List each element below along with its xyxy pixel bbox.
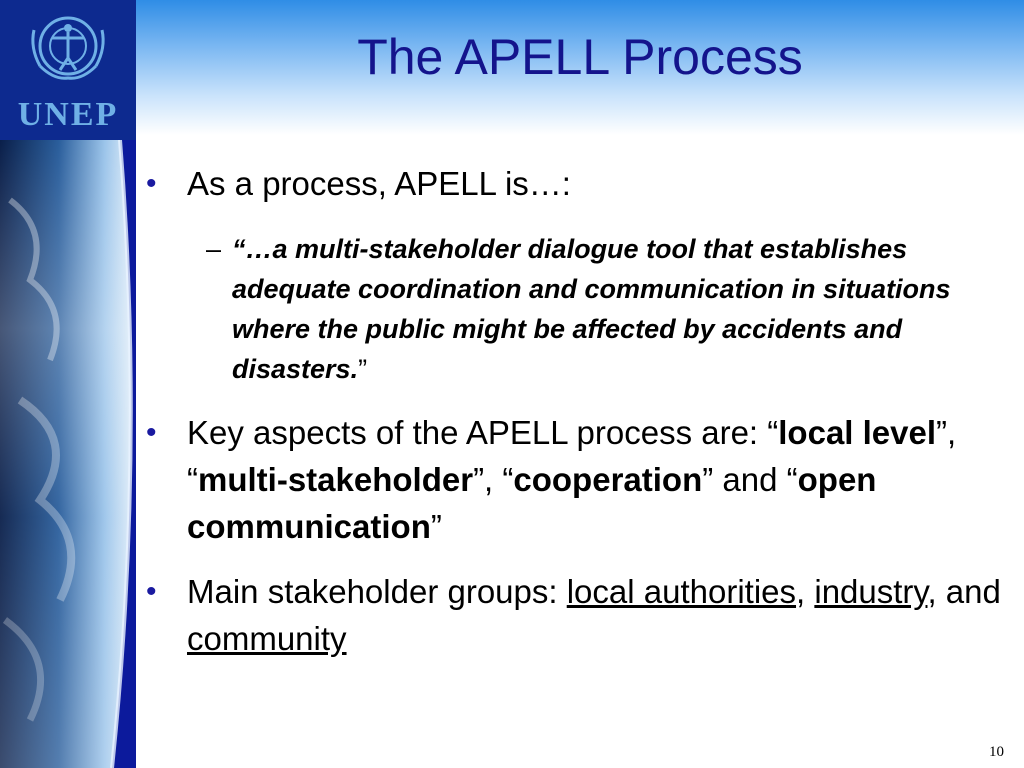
- bullet-item: [146, 160, 1006, 207]
- group-industry: industry: [814, 573, 928, 610]
- close-quote: ”: [358, 354, 368, 384]
- group-community: community: [187, 620, 347, 657]
- slide-content: [146, 160, 1006, 662]
- slide-title: The APELL Process: [357, 29, 803, 85]
- separator: ”, “: [187, 414, 957, 498]
- stakeholder-prefix: Main stakeholder groups:: [187, 573, 567, 610]
- un-emblem-icon: [0, 0, 136, 96]
- key-aspect-open-communication: open communication: [187, 461, 877, 545]
- dash-marker: –: [206, 234, 222, 264]
- sub-bullet-item: [206, 229, 1006, 389]
- earth-image: [0, 140, 136, 768]
- separator: ” and “: [702, 461, 798, 498]
- bullet-dot-icon: •: [146, 167, 157, 200]
- bullet-dot-icon: •: [146, 416, 157, 449]
- separator: ,: [796, 573, 815, 610]
- bullet-text: As a process, APELL is…:: [187, 165, 571, 202]
- separator: , and: [927, 573, 1001, 610]
- quote-period: .: [350, 354, 359, 384]
- page-number: 10: [989, 744, 1004, 760]
- quote-text: …a multi-stakeholder dialogue tool that establishes adequate coordination and communication in situations where the public might be affected by accidents and disasters: [232, 234, 951, 384]
- key-aspect-multi-stakeholder: multi-stakeholder: [198, 461, 474, 498]
- open-quote: “: [232, 234, 246, 264]
- logo-text: UNEP: [17, 96, 119, 133]
- key-aspect-local-level: local level: [778, 414, 937, 451]
- bullet-dot-icon: •: [146, 575, 157, 608]
- group-local-authorities: local authorities: [566, 573, 797, 610]
- unep-logo: [0, 0, 136, 140]
- bullet-item: [146, 409, 1006, 550]
- close-quote: ”: [430, 508, 442, 545]
- bullet-item: [146, 568, 1006, 662]
- key-aspects-prefix: Key aspects of the APELL process are: “: [187, 414, 779, 451]
- key-aspect-cooperation: cooperation: [513, 461, 703, 498]
- separator: ”, “: [473, 461, 514, 498]
